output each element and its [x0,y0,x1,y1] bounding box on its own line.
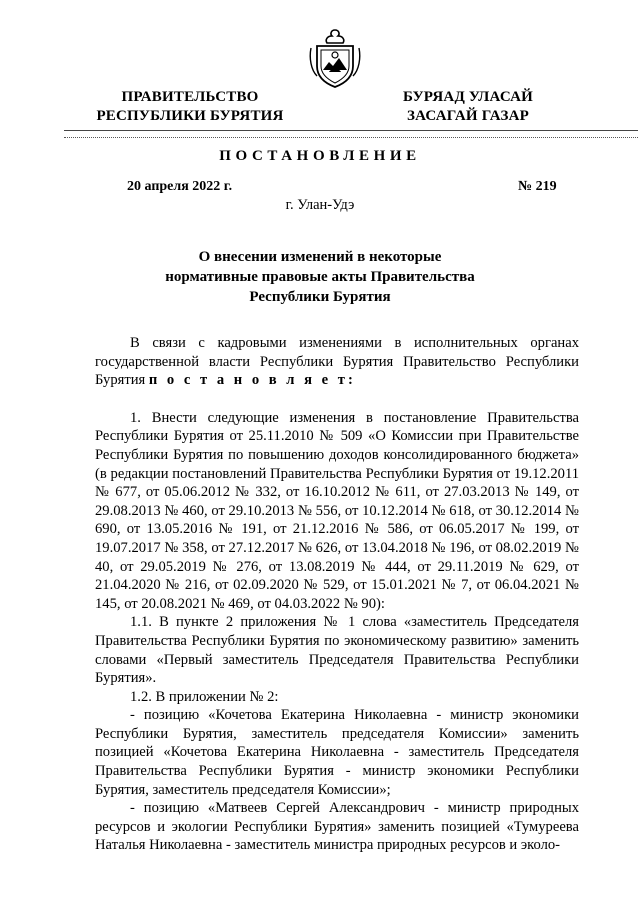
government-name-bua-line1: БУРЯАД УЛАСАЙ [402,89,534,105]
government-name-bua-line2: ЗАСАГАЙ ГАЗАР [407,108,529,124]
coat-of-arms-icon [303,26,367,90]
header-divider-dotted [64,137,638,138]
clause-1-2-item-b: - позицию «Матвеев Сергей Александрович - министр природных ресурсов и экологии Республики Бурятия» заменить позицией «Тумуреева Наталья Николаевна - заместитель министра природных ресурсов и эколо- [95,800,579,854]
subject-line: нормативные правовые акты Правительства [165,269,475,285]
intro-paragraph [95,334,579,390]
government-name-ru [95,88,285,126]
clause-1: 1. Внести следующие изменения в постановление Правительства Республики Бурятия от 25.11.2010 № 509 «О Комиссии при Правительстве Республики Бурятия по повышению доходов консолидированного бюджета» (в редакции постановлений Правительства Республики Бурятия от 19.12.2011 № 677, от 05.06.2012 № 332, от 16.10.2012 № 611, от 27.03.2013 № 149, от 29.08.2013 № 460, от 29.10.2013 № 556, от 10.12.2014 № 618, от 30.12.2014 № 690, от 13.05.2016 № 191, от 21.12.2016 № 586, от 06.05.2017 № 199, от 19.07.2017 № 358, от 27.12.2017 № 626, от 13.04.2018 № 196, от 08.02.2019 № 40, от 29.05.2019 № 276, от 13.08.2019 № 444, от 29.11.2019 № 629, от 21.04.2020 № 216, от 02.09.2020 № 529, от 15.01.2021 № 7, от 06.04.2021 № 145, от 20.08.2021 № 469, от 04.03.2022 № 90): [95,409,579,612]
subject-line: О внесении изменений в некоторые [198,249,442,265]
document-date: 20 апреля 2022 г. [127,179,233,194]
document-body [95,334,579,855]
decree-word: п о с т а н о в л я е т: [148,372,356,389]
document-city: г. Улан-Удэ [285,197,355,213]
clause-1-2-item-a: - позицию «Кочетова Екатерина Николаевна - министр экономики Республики Бурятия, заместитель председателя Комиссии» заменить позицией «Кочетова Екатерина Николаевна - заместитель Председателя Правительства Республики Бурятия - министр экономики Республики Бурятия, заместитель председателя Комиссии»; [95,707,579,798]
document-number: № 219 [518,179,557,194]
subject-line: Республики Бурятия [249,289,391,305]
clause-1-2: 1.2. В приложении № 2: [130,688,279,705]
document-subject [150,247,490,307]
government-name-ru-line2: РЕСПУБЛИКИ БУРЯТИЯ [96,108,284,124]
clause-1-1: 1.1. В пункте 2 приложения № 1 слова «заместитель Председателя Правительства Республики Бурятия по экономическому развитию» заменить словами «Первый заместитель Председателя Правительства Республики Бурятия». [95,614,579,687]
government-name-ru-line1: ПРАВИТЕЛЬСТВО [121,89,259,105]
header-divider [64,130,638,131]
intro-text: В связи с кадровыми изменениями в исполнительных органах государственной власти Республики Бурятия Правительство Республики Бурятия [95,335,579,389]
document-title: ПОСТАНОВЛЕНИЕ [219,148,421,164]
government-name-bua [398,88,538,126]
